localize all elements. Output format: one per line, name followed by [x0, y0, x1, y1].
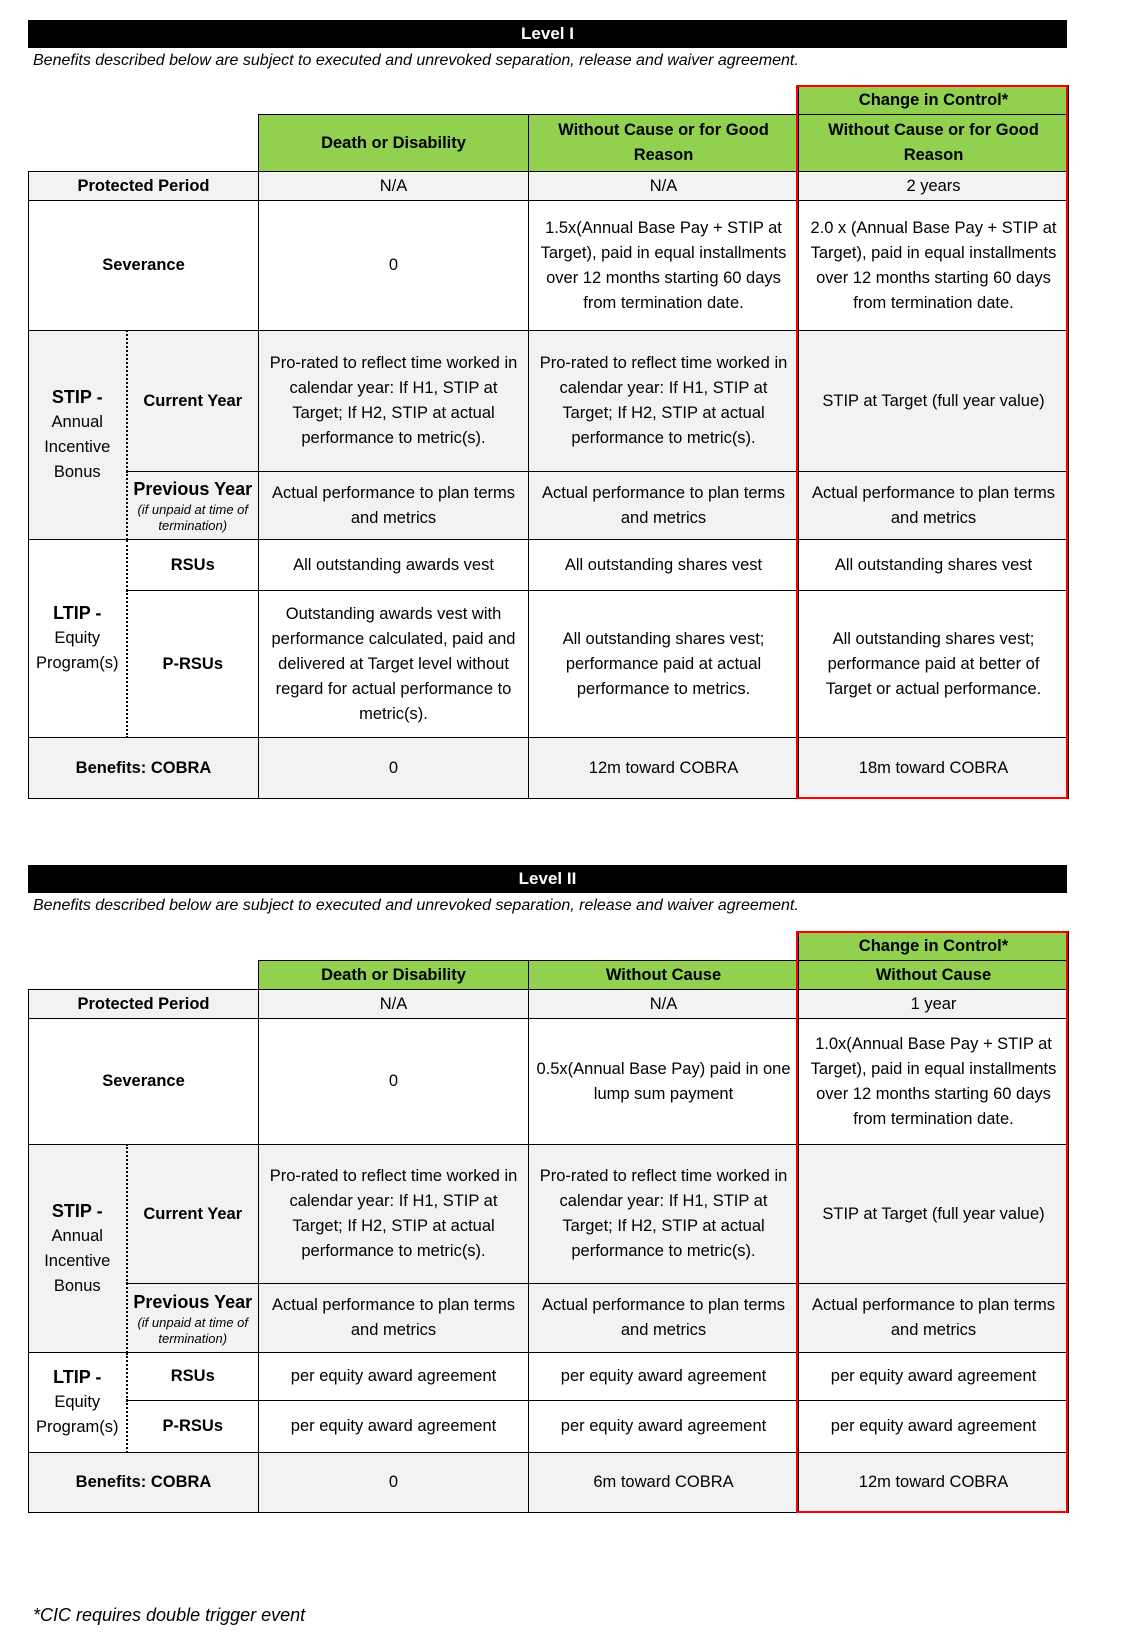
- cell-cobra-0: 0: [259, 738, 529, 799]
- cell-protected-1: N/A: [529, 990, 799, 1019]
- cell-previous-year-2: Actual performance to plan terms and metrics: [799, 472, 1069, 540]
- cell-cobra-2: 12m toward COBRA: [799, 1453, 1069, 1513]
- stip-sublabel: Annual Incentive Bonus: [44, 413, 111, 481]
- row-label-prsus: P-RSUs: [127, 591, 259, 738]
- cell-protected-1: N/A: [529, 172, 799, 201]
- cell-previous-year-0: Actual performance to plan terms and metrics: [259, 1284, 529, 1353]
- row-label-previous-year: [127, 472, 259, 540]
- row-label-rsus: RSUs: [127, 1353, 259, 1401]
- cell-cobra-2: 18m toward COBRA: [799, 738, 1069, 799]
- previous-year-label: Previous Year: [133, 1291, 253, 1312]
- row-group-stip: [29, 331, 127, 540]
- cell-severance-2: 2.0 x (Annual Base Pay + STIP at Target), paid in equal installments over 12 months starting 60 days from termination date.: [799, 201, 1069, 331]
- row-group-ltip: [29, 1353, 127, 1453]
- level-1-note: Benefits described below are subject to executed and unrevoked separation, release and waiver agreement.: [33, 52, 799, 69]
- row-label-severance: Severance: [29, 1019, 259, 1145]
- cell-prsu-2: All outstanding shares vest; performance paid at better of Target or actual performance.: [799, 591, 1069, 738]
- cell-cobra-1: 6m toward COBRA: [529, 1453, 799, 1513]
- cell-severance-1: 0.5x(Annual Base Pay) paid in one lump sum payment: [529, 1019, 799, 1145]
- level-2-note: Benefits described below are subject to executed and unrevoked separation, release and waiver agreement.: [33, 897, 799, 914]
- cell-rsu-0: All outstanding awards vest: [259, 540, 529, 591]
- cell-severance-0: 0: [259, 201, 529, 331]
- col-header-without-cause: Without Cause or for Good Reason: [529, 115, 799, 172]
- level-1-table: [28, 85, 1069, 799]
- level-2-title: Level II: [28, 865, 1067, 893]
- row-label-rsus: RSUs: [127, 540, 259, 591]
- cell-previous-year-2: Actual performance to plan terms and metrics: [799, 1284, 1069, 1353]
- col-header-death-disability: Death or Disability: [259, 115, 529, 172]
- cell-rsu-1: All outstanding shares vest: [529, 540, 799, 591]
- cell-rsu-2: per equity award agreement: [799, 1353, 1069, 1401]
- cell-previous-year-0: Actual performance to plan terms and metrics: [259, 472, 529, 540]
- previous-year-note: (if unpaid at time of termination): [137, 1314, 249, 1346]
- row-label-previous-year: [127, 1284, 259, 1353]
- row-label-current-year: Current Year: [127, 1145, 259, 1284]
- cell-prsu-0: per equity award agreement: [259, 1401, 529, 1453]
- cic-header: Change in Control*: [799, 932, 1069, 961]
- cell-cobra-0: 0: [259, 1453, 529, 1513]
- row-label-cobra: Benefits: COBRA: [29, 738, 259, 799]
- cell-rsu-0: per equity award agreement: [259, 1353, 529, 1401]
- cell-protected-2: 2 years: [799, 172, 1069, 201]
- row-group-ltip: [29, 540, 127, 738]
- cell-current-year-0: Pro-rated to reflect time worked in calendar year: If H1, STIP at Target; If H2, STIP at actual performance to metric(s).: [259, 331, 529, 472]
- cell-severance-2: 1.0x(Annual Base Pay + STIP at Target), paid in equal installments over 12 months starting 60 days from termination date.: [799, 1019, 1069, 1145]
- row-label-current-year: Current Year: [127, 331, 259, 472]
- cell-current-year-2: STIP at Target (full year value): [799, 1145, 1069, 1284]
- cic-header: Change in Control*: [799, 86, 1069, 115]
- level-2-table: [28, 931, 1069, 1513]
- cell-prsu-2: per equity award agreement: [799, 1401, 1069, 1453]
- stip-label: STIP -: [51, 387, 103, 407]
- cell-previous-year-1: Actual performance to plan terms and metrics: [529, 472, 799, 540]
- previous-year-label: Previous Year: [133, 479, 253, 499]
- cell-protected-0: N/A: [259, 990, 529, 1019]
- ltip-label: LTIP -: [53, 1367, 102, 1387]
- ltip-sublabel: Equity Program(s): [35, 629, 119, 672]
- cell-current-year-2: STIP at Target (full year value): [799, 331, 1069, 472]
- cell-current-year-0: Pro-rated to reflect time worked in calendar year: If H1, STIP at Target; If H2, STIP at actual performance to metric(s).: [259, 1145, 529, 1284]
- level-1-title: Level I: [28, 20, 1067, 48]
- col-header-cic-without-cause: Without Cause or for Good Reason: [799, 115, 1069, 172]
- row-label-prsus: P-RSUs: [127, 1401, 259, 1453]
- cell-previous-year-1: Actual performance to plan terms and metrics: [529, 1284, 799, 1353]
- cell-prsu-0: Outstanding awards vest with performance calculated, paid and delivered at Target level without regard for actual performance to metric(s).: [259, 591, 529, 738]
- ltip-label: LTIP -: [53, 603, 102, 623]
- cell-protected-2: 1 year: [799, 990, 1069, 1019]
- ltip-sublabel: Equity Program(s): [35, 1393, 119, 1436]
- footnote: *CIC requires double trigger event: [33, 1605, 306, 1625]
- stip-sublabel: Annual Incentive Bonus: [44, 1226, 111, 1295]
- cell-severance-1: 1.5x(Annual Base Pay + STIP at Target), paid in equal installments over 12 months starting 60 days from termination date.: [529, 201, 799, 331]
- row-label-protected-period: Protected Period: [29, 990, 259, 1019]
- cell-severance-0: 0: [259, 1019, 529, 1145]
- col-header-death-disability: Death or Disability: [259, 961, 529, 990]
- stip-label: STIP -: [51, 1200, 103, 1221]
- cell-cobra-1: 12m toward COBRA: [529, 738, 799, 799]
- cell-prsu-1: All outstanding shares vest; performance paid at actual performance to metrics.: [529, 591, 799, 738]
- previous-year-note: (if unpaid at time of termination): [137, 502, 249, 533]
- cell-protected-0: N/A: [259, 172, 529, 201]
- cell-current-year-1: Pro-rated to reflect time worked in calendar year: If H1, STIP at Target; If H2, STIP at actual performance to metric(s).: [529, 1145, 799, 1284]
- cell-rsu-2: All outstanding shares vest: [799, 540, 1069, 591]
- cell-rsu-1: per equity award agreement: [529, 1353, 799, 1401]
- cell-prsu-1: per equity award agreement: [529, 1401, 799, 1453]
- row-label-protected-period: Protected Period: [29, 172, 259, 201]
- cell-current-year-1: Pro-rated to reflect time worked in calendar year: If H1, STIP at Target; If H2, STIP at actual performance to metric(s).: [529, 331, 799, 472]
- row-label-severance: Severance: [29, 201, 259, 331]
- row-group-stip: [29, 1145, 127, 1353]
- row-label-cobra: Benefits: COBRA: [29, 1453, 259, 1513]
- col-header-cic-without-cause: Without Cause: [799, 961, 1069, 990]
- col-header-without-cause: Without Cause: [529, 961, 799, 990]
